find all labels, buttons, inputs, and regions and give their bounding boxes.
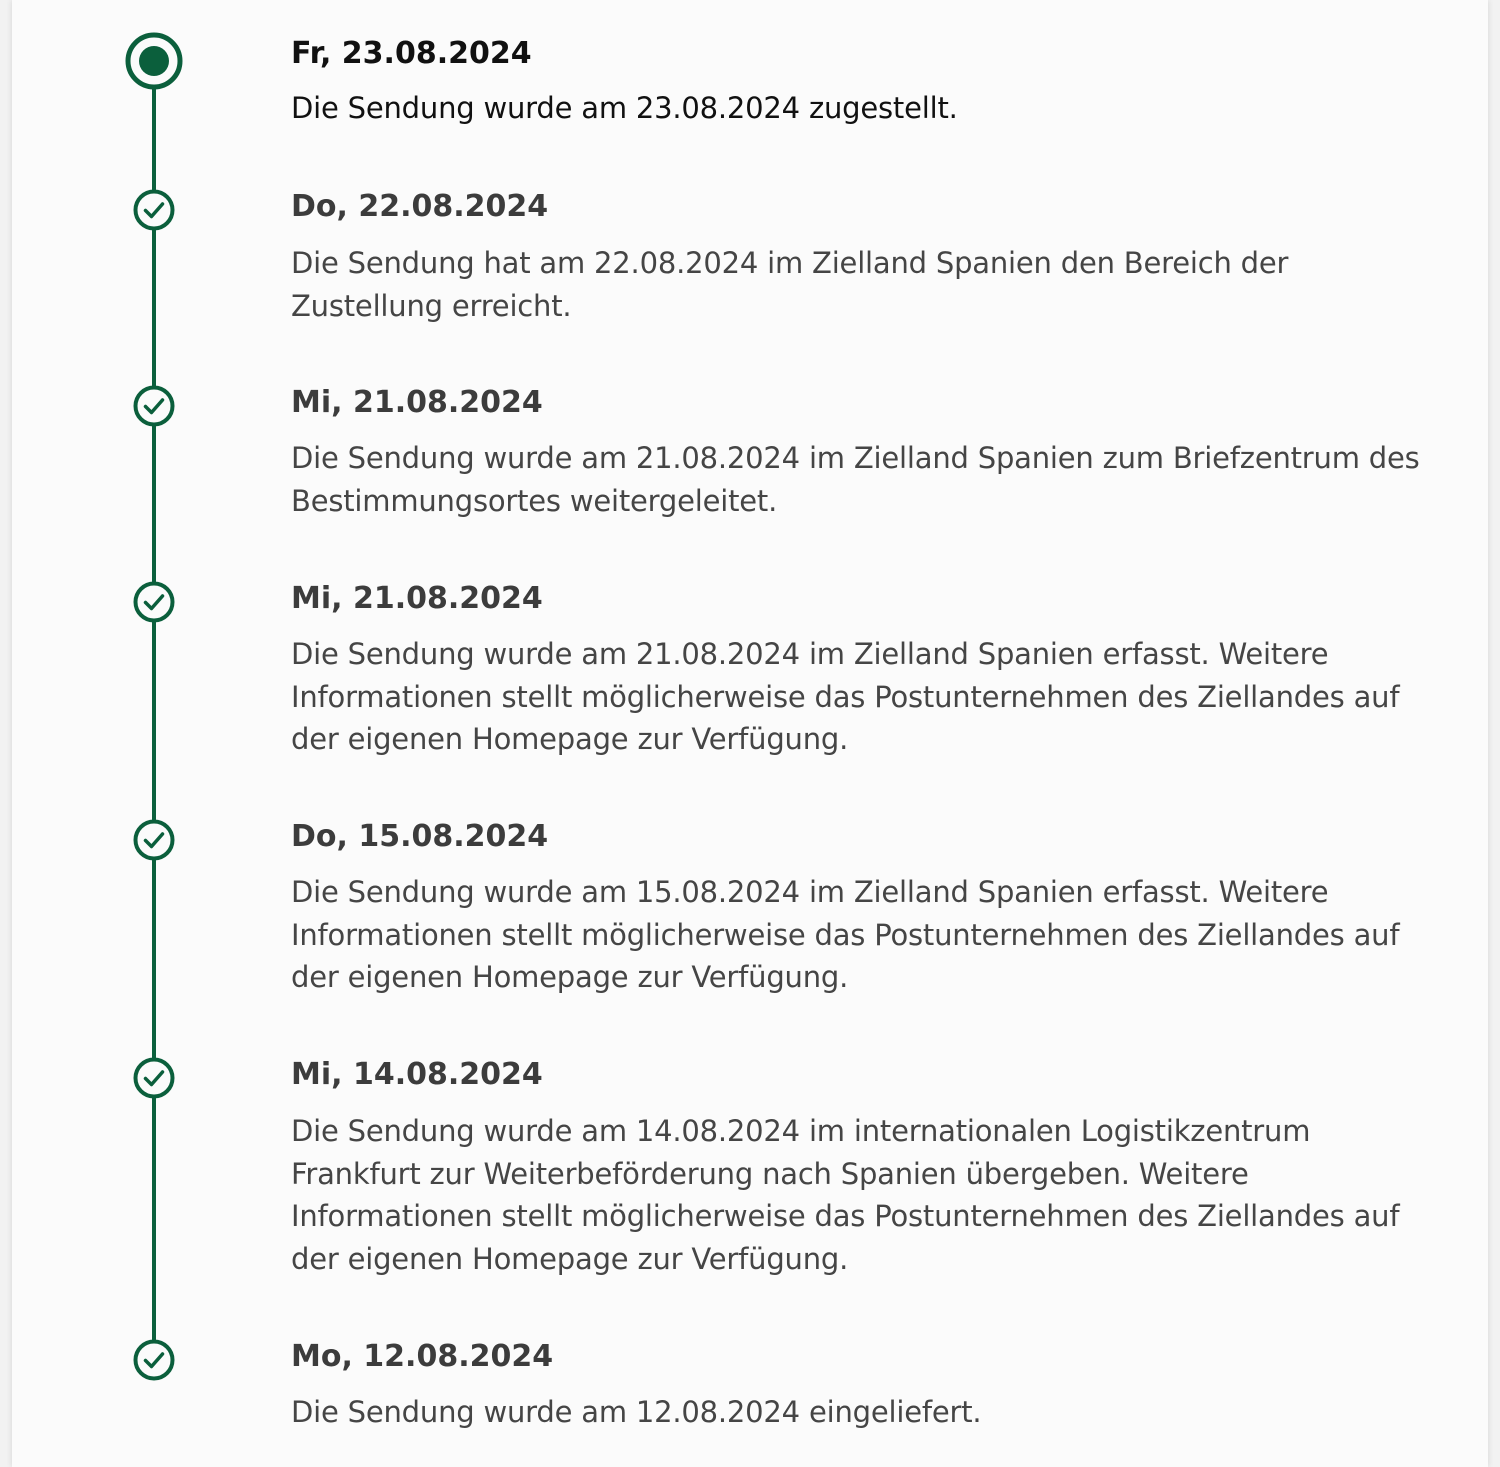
check-circle-icon: [133, 189, 175, 231]
event-date: Fr, 23.08.2024: [291, 36, 532, 71]
check-circle-icon: [133, 819, 175, 861]
event-date: Mi, 21.08.2024: [291, 581, 543, 616]
timeline-line: [152, 86, 156, 1356]
event-description: Die Sendung wurde am 21.08.2024 im Zielland Spanien erfasst. Weitere Informationen stellt möglicherweise das Postunternehmen des Ziellandes auf der eigenen Homepage zur Verfügung.: [291, 637, 1400, 756]
check-circle-icon: [133, 385, 175, 427]
check-circle-icon: [133, 1339, 175, 1381]
event-date: Do, 22.08.2024: [291, 189, 549, 224]
event-date: Mi, 21.08.2024: [291, 385, 543, 420]
tracking-history-card: [12, 0, 1488, 1467]
event-description: Die Sendung wurde am 15.08.2024 im Zielland Spanien erfasst. Weitere Informationen stellt möglicherweise das Postunternehmen des Ziellandes auf der eigenen Homepage zur Verfügung.: [291, 875, 1400, 994]
event-description: Die Sendung wurde am 14.08.2024 im internationalen Logistikzentrum Frankfurt zur Weiterbeförderung nach Spanien übergeben. Weitere Informationen stellt möglicherweise das Postunternehmen des Ziellandes auf der eigenen Homepage zur Verfügung.: [291, 1114, 1400, 1276]
current-status-dot-icon: [124, 31, 184, 91]
event-description: Die Sendung wurde am 23.08.2024 zugestellt.: [291, 91, 958, 125]
event-description: Die Sendung wurde am 12.08.2024 eingeliefert.: [291, 1395, 982, 1429]
check-circle-icon: [133, 1057, 175, 1099]
event-date: Mo, 12.08.2024: [291, 1339, 554, 1374]
event-description: Die Sendung hat am 22.08.2024 im Zielland Spanien den Bereich der Zustellung erreicht.: [291, 246, 1289, 323]
event-date: Mi, 14.08.2024: [291, 1057, 543, 1092]
event-description: Die Sendung wurde am 21.08.2024 im Zielland Spanien zum Briefzentrum des Bestimmungsortes weitergeleitet.: [291, 441, 1420, 518]
check-circle-icon: [133, 581, 175, 623]
event-date: Do, 15.08.2024: [291, 819, 549, 854]
